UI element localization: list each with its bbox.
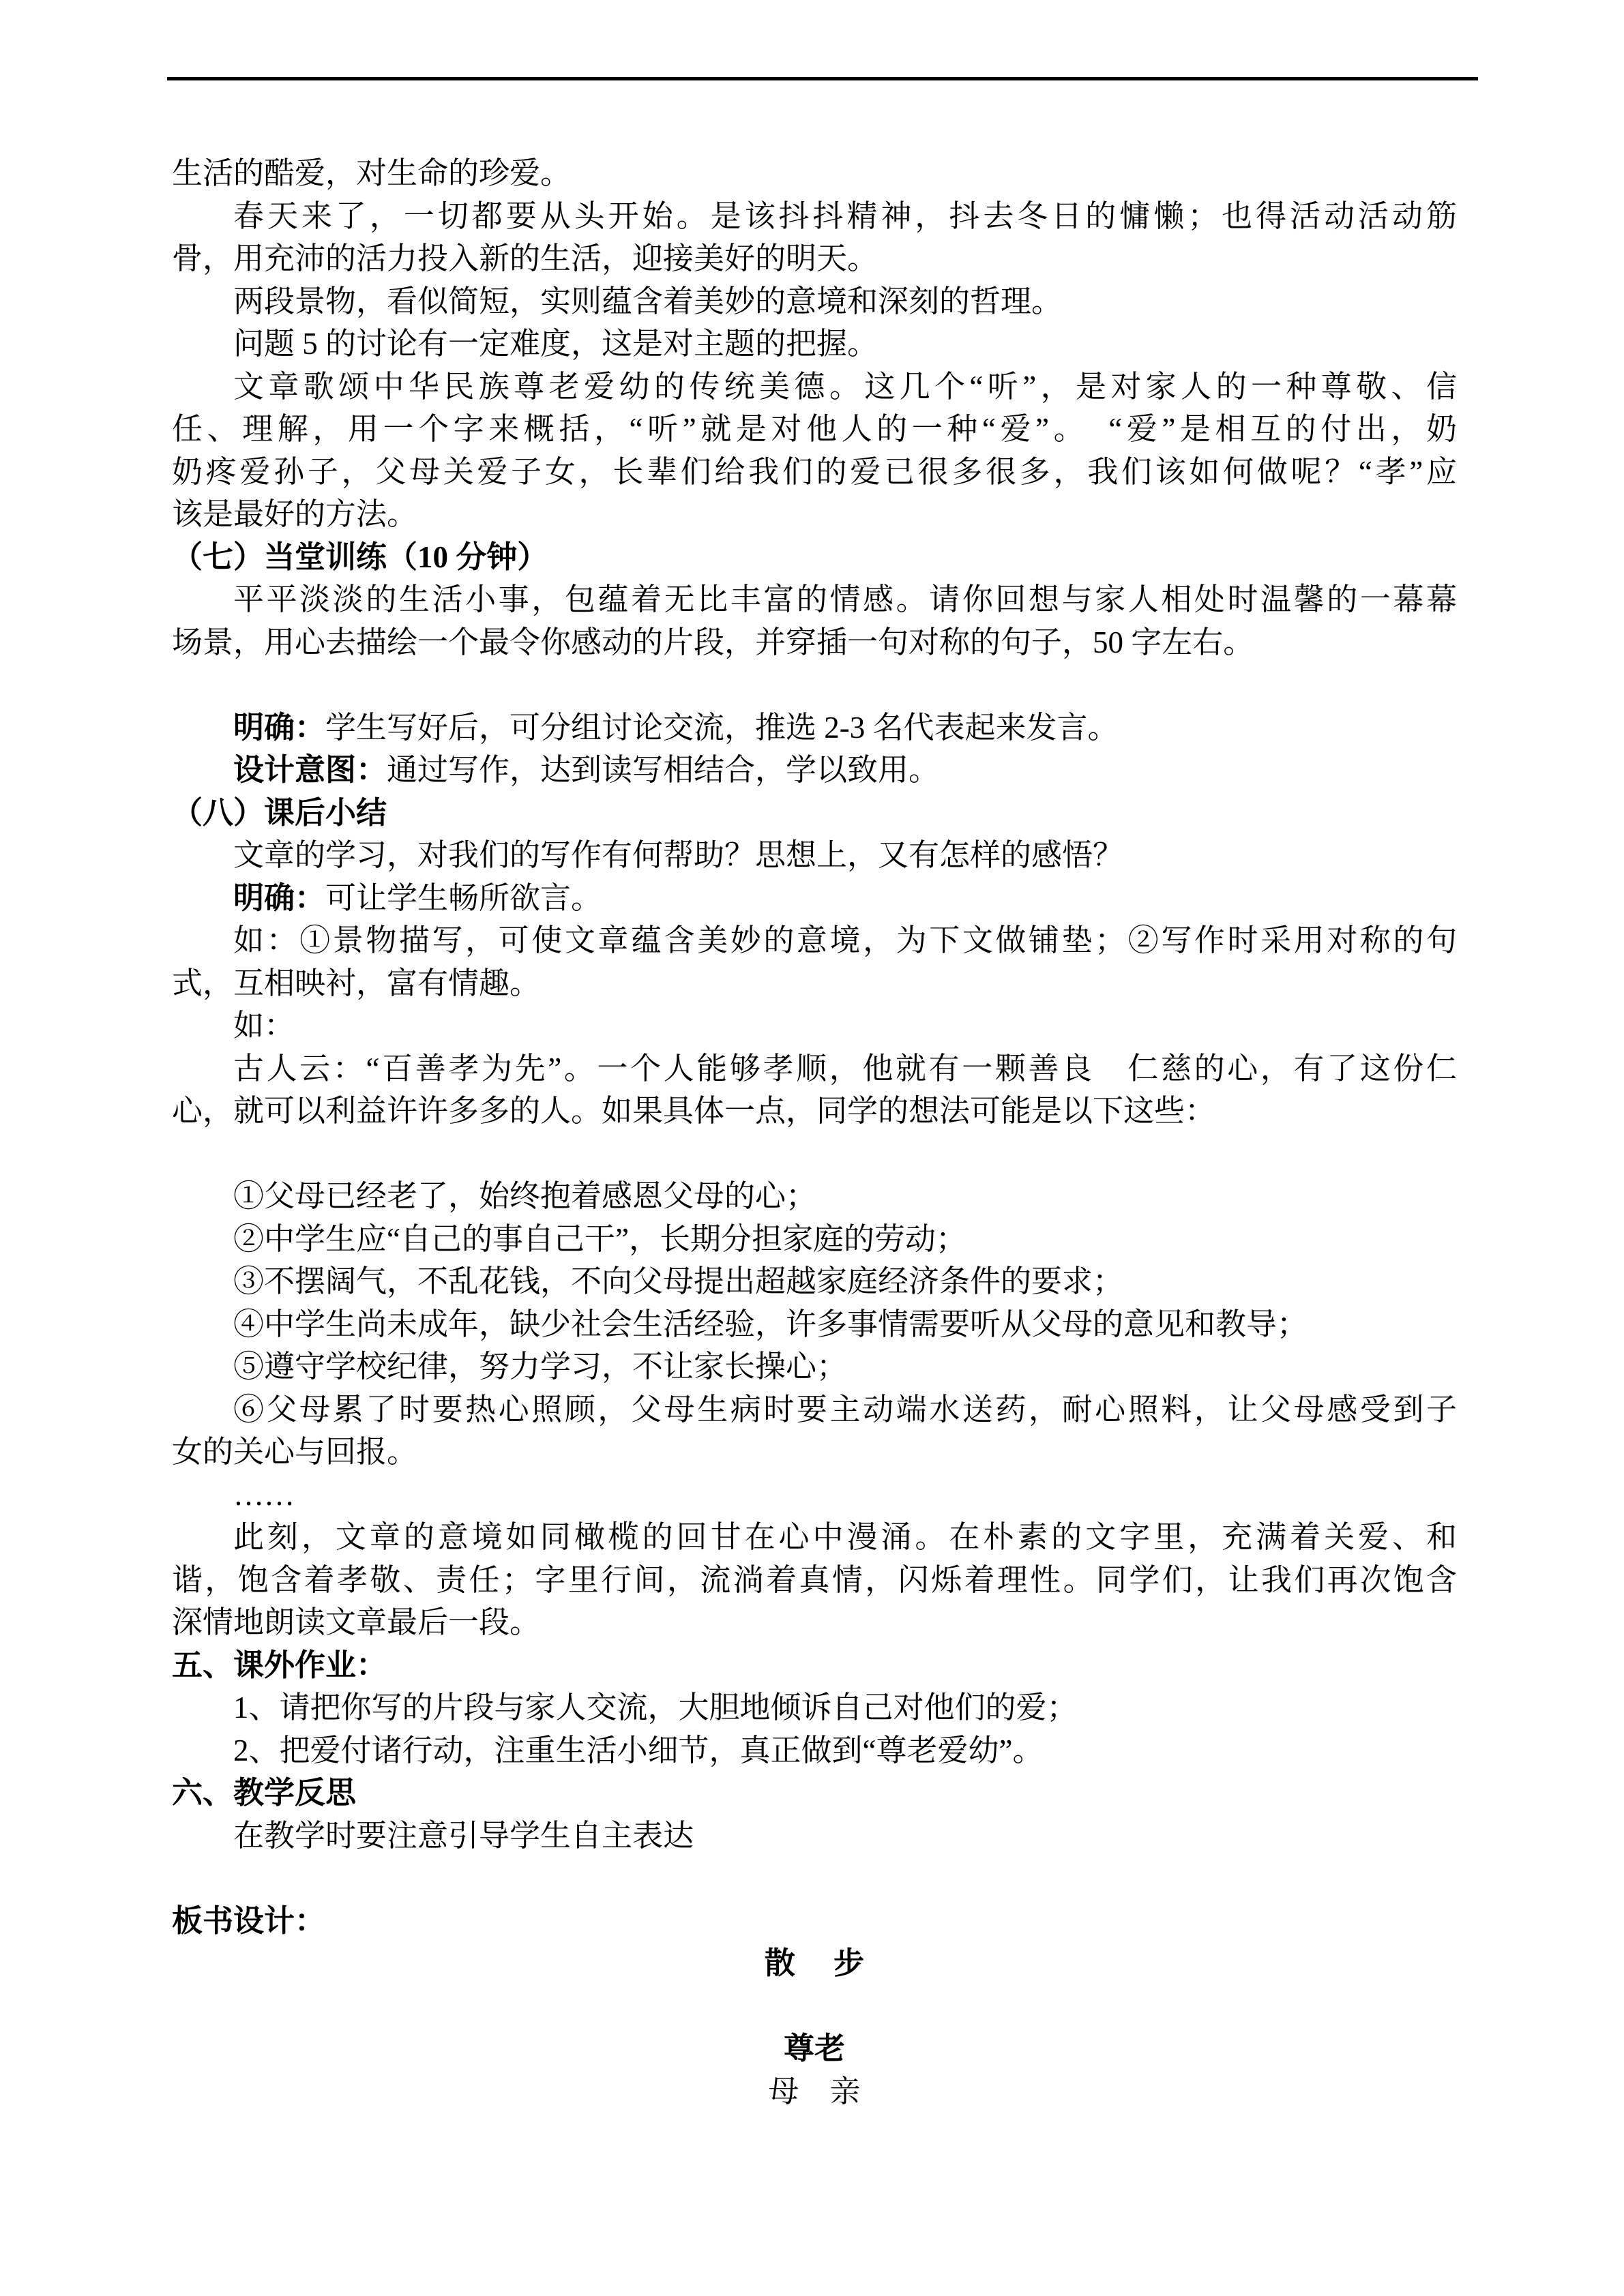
text-line: 平平淡淡的生活小事，包蕴着无比丰富的情感。请你回想与家人相处时温馨的一幕幕 (233, 582, 1457, 616)
line-text: 可让学生畅所欲言。 (325, 880, 602, 915)
document-content (172, 152, 1457, 2113)
section-heading-training: （七）当堂训练（10 分钟） (172, 539, 548, 574)
text-line: 谐，饱含着孝敬、责任；字里行间，流淌着真情，闪烁着理性。同学们，让我们再次饱含 (172, 1562, 1457, 1597)
blank-line (172, 664, 1457, 706)
section-heading-reflection: 六、教学反思 (172, 1776, 357, 1810)
text-line: 文章歌颂中华民族尊老爱幼的传统美德。这几个“听”，是对家人的一种尊敬、信 (233, 369, 1457, 404)
text-line: 此刻，文章的意境如同橄榄的回甘在心中漫涌。在朴素的文字里，充满着关爱、和 (233, 1520, 1457, 1554)
text-line: 心，就可以利益许许多多的人。如果具体一点，同学的想法可能是以下这些： (172, 1094, 1216, 1128)
board-design-label: 板书设计： (172, 1903, 326, 1938)
blank-line (172, 1857, 1457, 1900)
text-line: 式，互相映衬，富有情趣。 (172, 966, 541, 1000)
text-line: 如：①景物描写，可使文章蕴含美妙的意境，为下文做铺垫；②写作时采用对称的句 (233, 923, 1457, 957)
text-line: 奶疼爱孙子，父母关爱子女，长辈们给我们的爱已很多很多，我们该如何做呢？“孝”应 (172, 454, 1457, 489)
text-line: 如： (233, 1009, 295, 1043)
header-rule (167, 77, 1478, 80)
list-item: ③不摆阔气，不乱花钱，不向父母提出超越家庭经济条件的要求； (233, 1264, 1124, 1298)
text-line: 该是最好的方法。 (172, 497, 418, 531)
section-heading-homework: 五、课外作业： (172, 1648, 387, 1682)
text-line: 问题 5 的讨论有一定难度，这是对主题的把握。 (233, 327, 879, 361)
blank-line (172, 1133, 1457, 1176)
text-line: 两段景物，看似简短，实则蕴含着美妙的意境和深刻的哲理。 (233, 284, 1063, 318)
emphasis-label: 明确： (233, 710, 326, 745)
text-line (172, 749, 1457, 792)
text-line: 任、理解，用一个字来概括，“听”就是对他人的一种“爱”。 “爱”是相互的付出，奶 (172, 412, 1457, 446)
list-item: 1、请把你写的片段与家人交流，大胆地倾诉自己对他们的爱； (233, 1690, 1078, 1725)
list-item: ⑤遵守学校纪律，努力学习，不让家长操心； (233, 1350, 848, 1384)
list-item: 2、把爱付诸行动，注重生活小细节，真正做到“尊老爱幼”。 (233, 1733, 1044, 1768)
board-item-zunlao: 尊老 (783, 2031, 845, 2066)
list-item: ①父母已经老了，始终抱着感恩父母的心； (233, 1179, 817, 1213)
emphasis-label: 明确： (233, 880, 326, 915)
text-line: 在教学时要注意引导学生自主表达 (233, 1818, 694, 1853)
board-item-muqin: 母 亲 (768, 2074, 861, 2108)
text-line (172, 877, 1457, 920)
line-text: 学生写好后，可分组讨论交流，推选 2-3 名代表起来发言。 (325, 710, 1119, 745)
text-line: 骨，用充沛的活力投入新的生活，迎接美好的明天。 (172, 241, 879, 275)
text-line: 场景，用心去描绘一个最令你感动的片段，并穿插一句对称的句子，50 字左右。 (172, 625, 1254, 659)
list-item: ⑥父母累了时要热心照顾，父母生病时要主动端水送药，耐心照料，让父母感受到子 (233, 1392, 1457, 1427)
board-title-sanbu: 散 步 (764, 1946, 865, 1980)
text-line: 女的关心与回报。 (172, 1435, 418, 1469)
text-line (172, 706, 1457, 749)
list-item: ②中学生应“自己的事自己干”，长期分担家庭的劳动； (233, 1221, 966, 1256)
emphasis-label: 设计意图： (233, 753, 387, 787)
text-line: 文章的学习，对我们的写作有何帮助？思想上，又有怎样的感悟？ (233, 838, 1124, 872)
text-line: 古人云：“百善孝为先”。一个人能够孝顺，他就有一颗善良 仁慈的心，有了这份仁 (233, 1051, 1457, 1086)
blank-line (172, 1985, 1457, 2028)
text-line: 深情地朗读文章最后一段。 (172, 1605, 541, 1639)
section-heading-summary: （八）课后小结 (172, 795, 387, 830)
text-line: 生活的酷爱，对生命的珍爱。 (172, 156, 572, 190)
text-line: 春天来了，一切都要从头开始。是该抖抖精神，抖去冬日的慵懒；也得活动活动筋 (233, 198, 1457, 233)
list-item: ④中学生尚未成年，缺少社会生活经验，许多事情需要听从父母的意见和教导； (233, 1307, 1308, 1341)
line-text: 通过写作，达到读写相结合，学以致用。 (387, 753, 940, 787)
ellipsis-line: …… (233, 1477, 295, 1512)
